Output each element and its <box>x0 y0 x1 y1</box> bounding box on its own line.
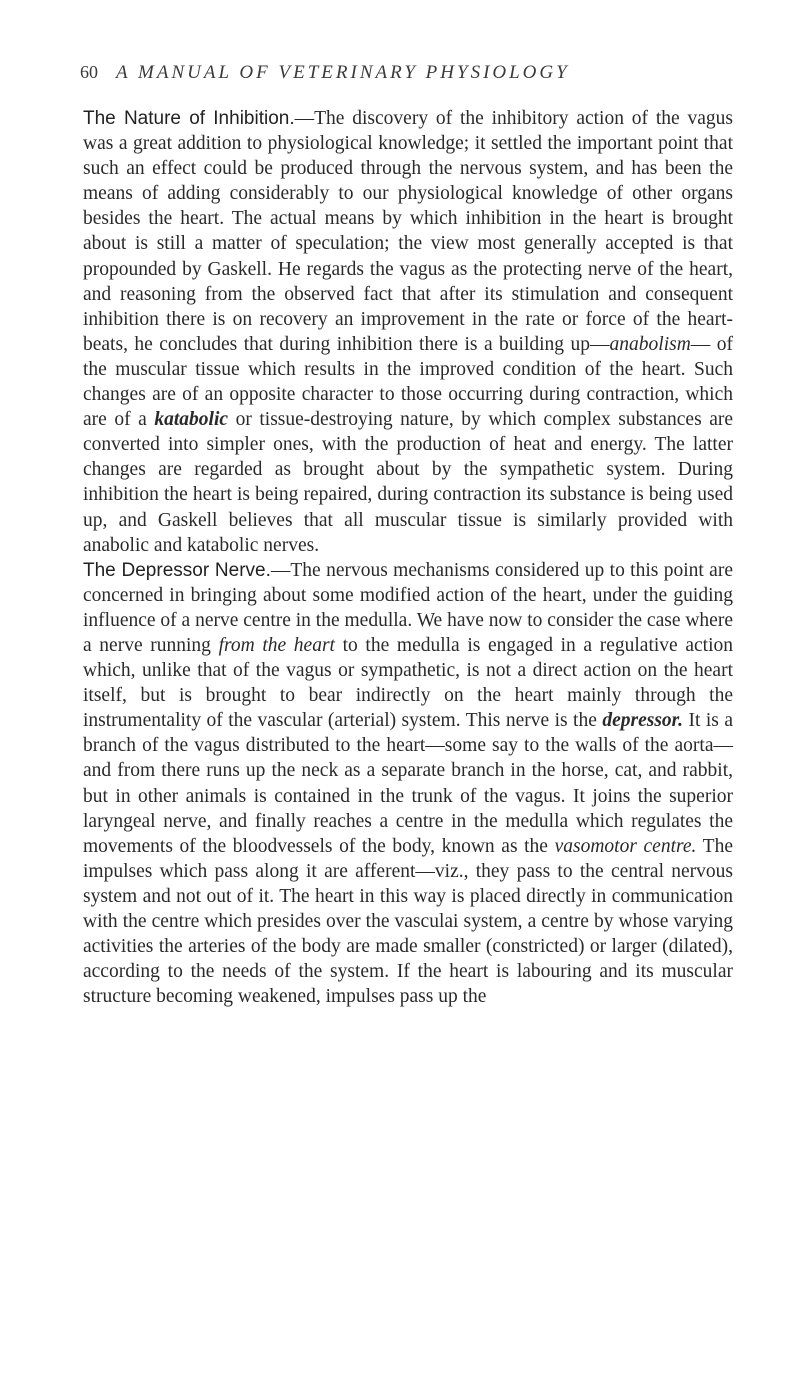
depressor-text-3: It is a branch of the vagus distributed to the heart—some say to the walls of the aorta—and from there runs up the neck as a separate branch in the horse, cat, and rabbit, but in other animals is contained in the trunk of the vagus. It joins the superior laryngeal nerve, and finally reaches a centre in the medulla which regulates the movements of the bloodvessels of the body, known as the <box>83 710 733 857</box>
page-number: 60 <box>80 62 98 82</box>
inhibition-text-3: or tissue-destroying nature, by which complex substances are converted into simpler ones, with the production of heat and energy. The latter changes are regarded as brought about by the sympathetic system. During inhibition the heart is being repaired, during contraction its substance is being used up, and Gaskell believes that all muscular tissue is similarly provided with anabolic and katabolic nerves. <box>83 409 734 556</box>
term-anabolism: anabolism <box>609 333 691 355</box>
inhibition-text-2: — of the muscular tissue which results in the improved condition of the heart. Such changes are of an opposite character to those occurring during contraction, which are of a <box>83 333 733 431</box>
term-katabolic: katabolic <box>154 409 229 431</box>
term-depressor: depressor. <box>602 710 684 732</box>
paragraph-depressor <box>83 558 733 1010</box>
section-heading-depressor: The Depressor Nerve. <box>83 559 271 581</box>
paragraph-inhibition <box>83 106 733 558</box>
term-vasomotor-centre: vasomotor centre. <box>554 835 697 857</box>
depressor-text-2: to the medulla is engaged in a regulative action which, unlike that of the vagus or sympathetic, is not a direct action on the heart itself, but is brought to bear indirectly on the heart mainly through the instrumentality of the vascular (arterial) system. This nerve is the <box>83 634 733 732</box>
running-head <box>40 62 720 92</box>
section-heading-inhibition: The Nature of Inhibition. <box>83 108 295 129</box>
depressor-text-1: —The nervous mechanisms considered up to this point are concerned in bringing about some modified action of the heart, under the guiding influence of a nerve centre in the medulla. We have now to consider the case where a nerve running <box>83 559 733 656</box>
running-title: A MANUAL OF VETERINARY PHYSIOLOGY <box>116 62 570 83</box>
body-text <box>83 106 733 1009</box>
depressor-text-4: The impulses which pass along it are afferent—viz., they pass to the central nervous system and not out of it. The heart in this way is placed directly in communication with the centre which presides over the vasculai system, a centre by whose varying activities the arteries of the body are made smaller (constricted) or larger (dilated), according to the needs of the system. If the heart is labouring and its muscular structure becoming weakened, impulses pass up the <box>83 835 733 1008</box>
inhibition-text-1: —The discovery of the inhibitory action of the vagus was a great addition to physiological knowledge; it settled the important point that such an effect could be produced through the nervous system, and has been the means of adding considerably to our physiological knowledge of other organs besides the heart. The actual means by which inhibition in the heart is brought about is still a matter of speculation; the view most generally accepted is that propounded by Gaskell. He regards the vagus as the protecting nerve of the heart, and reasoning from the observed fact that after its stimulation and consequent inhibition there is on recovery an improvement in the rate or force of the heart-beats, he concludes that during inhibition there is a building up— <box>83 108 733 355</box>
term-from-the-heart: from the heart <box>218 634 335 656</box>
